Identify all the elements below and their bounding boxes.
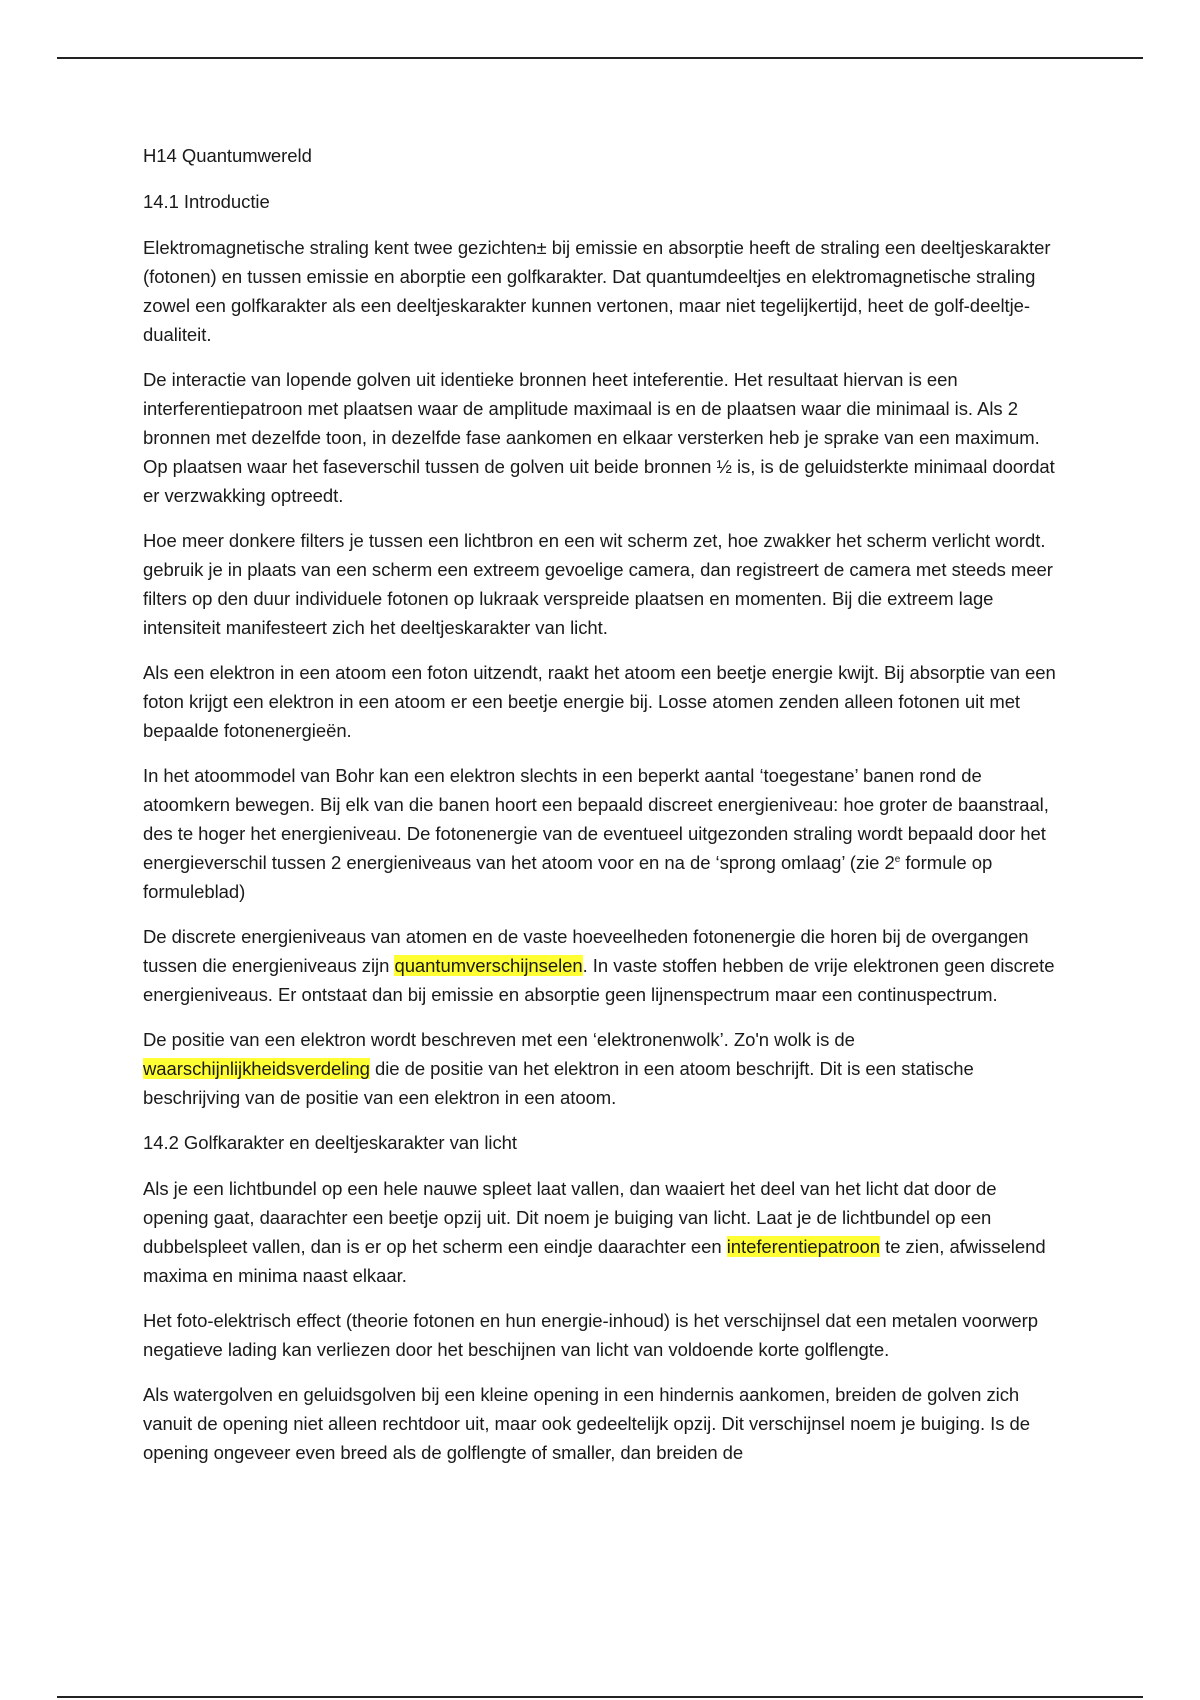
paragraph-10: Als watergolven en geluidsgolven bij een kleine opening in een hindernis aankomen, breiden de golven zich vanuit de opening niet alleen rechtdoor uit, maar ook gedeeltelijk opzij. Dit verschijnsel noem je buiging. Is de opening ongeveer even breed als de golflengte of smaller, dan breiden de [143, 1384, 1030, 1463]
section-heading-14-1: 14.1 Introductie [143, 191, 270, 212]
paragraph-7-text-b: die de positie van het elektron in een atoom beschrijft. Dit is een statische beschrijving van de positie van een elektron in een atoom. [143, 1058, 974, 1108]
paragraph-5-text-b: formule op formuleblad) [143, 852, 993, 902]
top-rule [57, 57, 1143, 59]
paragraph-8-text-b: te zien, afwisselend maxima en minima naast elkaar. [143, 1236, 1046, 1286]
paragraph-7 [143, 1025, 1063, 1112]
highlight-quantumverschijnselen: quantumverschijnselen [394, 955, 583, 976]
paragraph-2: De interactie van lopende golven uit identieke bronnen heet inteferentie. Het resultaat hiervan is een interferentiepatroon met plaatsen waar de amplitude maximaal is en de plaatsen waar die minimaal is. Als 2 bronnen met dezelfde toon, in dezelfde fase aankomen en elkaar versterken heb je sprake van een maximum. Op plaatsen waar het faseverschil tussen de golven uit beide bronnen ½ is, is de geluidsterkte minimaal doordat er verzwakking optreedt. [143, 369, 1055, 506]
superscript-e: e [894, 853, 901, 865]
paragraph-8-text-a: Als je een lichtbundel op een hele nauwe spleet laat vallen, dan waaiert het deel van het licht dat door de opening gaat, daarachter een beetje opzij uit. Dit noem je buiging van licht. Laat je de lichtbundel op een dubbelspleet vallen, dan is er op het scherm een eindje daarachter een [143, 1178, 997, 1257]
paragraph-4: Als een elektron in een atoom een foton uitzendt, raakt het atoom een beetje energie kwijt. Bij absorptie van een foton krijgt een elektron in een atoom er een beetje energie bij. Losse atomen zenden alleen fotonen uit met bepaalde fotonenergieën. [143, 662, 1056, 741]
paragraph-1: Elektromagnetische straling kent twee gezichten± bij emissie en absorptie heeft de straling een deeltjeskarakter (fotonen) en tussen emissie en aborptie een golfkarakter. Dat quantumdeeltjes en elektromagnetische straling zowel een golfkarakter als een deeltjeskarakter kunnen vertonen, maar niet tegelijkertijd, heet de golf-deeltje-dualiteit. [143, 237, 1051, 345]
document-title: H14 Quantumwereld [143, 145, 312, 166]
highlight-inteferentiepatroon: inteferentiepatroon [726, 1236, 881, 1257]
highlight-waarschijnlijkheidsverdeling: waarschijnlijkheidsverdeling [143, 1058, 370, 1079]
paragraph-6-text-b: . In vaste stoffen hebben de vrije elektronen geen discrete energieniveaus. Er ontstaat dan bij emissie en absorptie geen lijnenspectrum maar een continuspectrum. [143, 955, 1055, 1005]
paragraph-5 [143, 761, 1063, 906]
paragraph-6-text-a: De discrete energieniveaus van atomen en de vaste hoeveelheden fotonenergie die horen bij de overgangen tussen die energieniveaus zijn [143, 926, 1029, 976]
section-heading-14-2: 14.2 Golfkarakter en deeltjeskarakter van licht [143, 1132, 518, 1153]
document-body [143, 141, 1063, 1483]
paragraph-8 [143, 1174, 1063, 1290]
paragraph-7-text-a: De positie van een elektron wordt beschreven met een ‘elektronenwolk’. Zo'n wolk is de [143, 1029, 855, 1050]
paragraph-6 [143, 922, 1063, 1009]
paragraph-3: Hoe meer donkere filters je tussen een lichtbron en een wit scherm zet, hoe zwakker het scherm verlicht wordt. gebruik je in plaats van een scherm een extreem gevoelige camera, dan registreert de camera met steeds meer filters op den duur individuele fotonen op lukraak verspreide plaatsen en momenten. Bij die extreem lage intensiteit manifesteert zich het deeltjeskarakter van licht. [143, 530, 1053, 638]
paragraph-5-text-a: In het atoommodel van Bohr kan een elektron slechts in een beperkt aantal ‘toegestane’ banen rond de atoomkern bewegen. Bij elk van die banen hoort een bepaald discreet energieniveau: hoe groter de baanstraal, des te hoger het energieniveau. De fotonenergie van de eventueel uitgezonden straling wordt bepaald door het energieverschil tussen 2 energieniveaus van het atoom voor en na de ‘sprong omlaag’ (zie 2 [143, 765, 1049, 873]
bottom-rule [57, 1696, 1143, 1698]
paragraph-9: Het foto-elektrisch effect (theorie fotonen en hun energie-inhoud) is het verschijnsel dat een metalen voorwerp negatieve lading kan verliezen door het beschijnen van licht van voldoende korte golflengte. [143, 1310, 1038, 1360]
